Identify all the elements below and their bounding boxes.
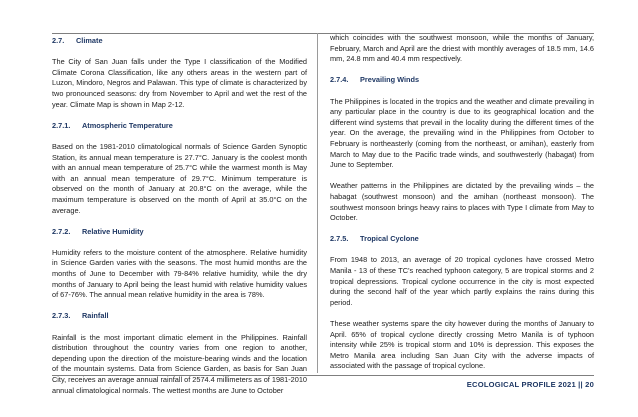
paragraph-cyclone-impacts: These weather systems spare the city however during the months of January to April. 65% of tropical cyclone directly crossing Metro Manila is of typhoon intensity while 25% is tropical storm and 10% is depression. This exposes the Metro Manila area including San Juan City with the adverse impacts of associated with the passage of tropical cyclone.	[330, 319, 594, 371]
heading-title: Prevailing Winds	[360, 75, 420, 85]
right-column	[330, 33, 594, 383]
heading-rainfall	[52, 311, 307, 322]
paragraph-humidity: Humidity refers to the moisture content of the atmosphere. Relative humidity in Science Garden varies with the seasons. The most humid months are the months of June to December with 79-84% relative humidity, while the dry months of January to April being the least humid with relative humidity values of 67-76%. The annual mean relative humidity in the area is 78%.	[52, 247, 307, 300]
paragraph-cyclone: From 1948 to 2013, an average of 20 tropical cyclones have crossed Metro Manila - 13 of these TC's reached typhoon category, 5 are tropical storms and 2 tropical depressions. Tropical cyclone occurrence in the city is most expected during the second half of the year which partly explains the rains during this period.	[330, 255, 594, 307]
paragraph-winds: The Philippines is located in the tropics and the weather and climate prevailing in any particular place in the country is due to its geographical location and the different wind systems that prevail in the locality during the different times of the year. On the average, the prevailing wind in the Philippines from October to February is northeasterly (coming from the northeast, or amihan), easterly from March to May due to the Pacific trade winds, and southwesterly (habagat) from June to September.	[330, 96, 594, 170]
heading-title: Atmospheric Temperature	[82, 120, 173, 130]
heading-tropical-cyclone	[330, 234, 594, 245]
heading-title: Climate	[76, 36, 103, 45]
column-divider	[317, 33, 318, 373]
page-footer: ECOLOGICAL PROFILE 2021 || 20	[466, 380, 594, 389]
heading-title: Rainfall	[82, 311, 109, 321]
left-column	[52, 36, 307, 407]
paragraph-temperature: Based on the 1981-2010 climatological normals of Science Garden Synoptic Station, its annual mean temperature is 27.7°C. January is the coolest month with an annual mean temperature of 25.7°C while the warmest month is May with an annual mean temperature of 29.7°C. Minimum temperature is observed on the month of January at 20.8°C on the average, while the maximum temperature is observed on the month of April at 35.0°C on the average.	[52, 141, 307, 215]
heading-title: Relative Humidity	[82, 226, 144, 236]
heading-number: 2.7.4.	[330, 75, 349, 85]
paragraph-rainfall: Rainfall is the most important climatic element in the Philippines. Rainfall distribution throughout the country varies from one region to another, depending upon the direction of the moisture-bearing winds and the location of the mountain systems. Data from Science Garden, as basis for San Juan City, receives an average annual rainfall of 2574.4 millimeters as of 1981-2010 annual climatological normals. The wettest months are June to October	[52, 332, 307, 395]
paragraph-weather-patterns: Weather patterns in the Philippines are dictated by the prevailing winds – the habagat (southwest monsoon) and the amihan (northeast monsoon). The southwest monsoon brings heavy rains to places with Type I climate from May to October.	[330, 181, 594, 223]
heading-atmospheric-temperature	[52, 121, 307, 132]
heading-relative-humidity	[52, 227, 307, 238]
heading-prevailing-winds	[330, 75, 594, 86]
heading-climate	[52, 36, 307, 47]
heading-number: 2.7.2.	[52, 226, 71, 236]
heading-number: 2.7.3.	[52, 311, 71, 321]
paragraph-rainfall-continued: which coincides with the southwest monsoon, while the months of January, February, March and April are the driest with monthly averages of 18.5 mm, 14.6 mm, 24.8 mm and 40.4 mm respectively.	[330, 33, 594, 64]
heading-number: 2.7.1.	[52, 120, 71, 130]
bottom-rule	[52, 375, 594, 376]
heading-title: Tropical Cyclone	[360, 234, 419, 244]
paragraph-climate: The City of San Juan falls under the Type I classification of the Modified Climate Corona Classification, like any others areas in the western part of Luzon, Mindoro, Negros and Palawan. This type of climate is characterized by two pronounced seasons: dry from November to April and wet the rest of the year. Climate Map is shown in Map 2-12.	[52, 57, 307, 109]
heading-number: 2.7.	[52, 36, 65, 45]
heading-number: 2.7.5.	[330, 234, 349, 244]
